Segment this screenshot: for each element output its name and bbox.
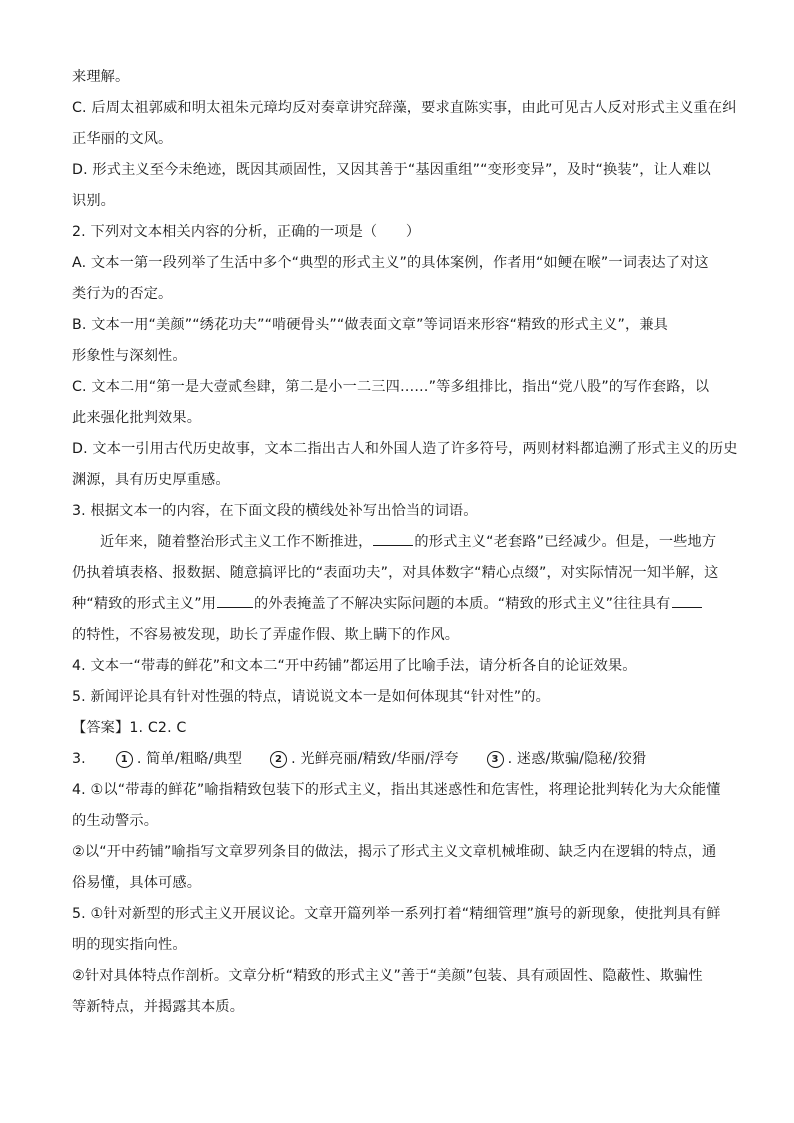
passage-text: 近年来，随着整治形式主义工作不断推进， [100, 534, 373, 550]
text-line: 形象性与深刻性。 [72, 348, 187, 364]
option-a-line: A. 文本一第一段列举了生活中多个“典型的形式主义”的具体案例，作者用“如鲠在喉”一词表达了对这 [72, 255, 709, 271]
passage-line: 的特性，不容易被发现，助长了弄虚作假、欺上瞒下的作风。 [72, 627, 460, 643]
text-line: 正华丽的文风。 [72, 131, 173, 147]
text-line: 识别。 [72, 193, 116, 209]
circled-number-3: 3 [487, 751, 504, 768]
answer-heading: 【答案】1. C2. C [72, 720, 187, 736]
option-b-line: B. 文本一用“美颜”“绣花功夫”“啃硬骨头”“做表面文章”等词语来形容“精致的形式主义”，兼具 [72, 317, 669, 333]
answer-4-line: ②以“开中药铺”喻指写文章罗列条目的做法，揭示了形式主义文章机械堆砌、缺乏内在逻辑的特点，通 [72, 844, 717, 860]
answer-3-line [72, 744, 724, 775]
text-line: 此来强化批判效果。 [72, 410, 202, 426]
text-line: 等新特点，并揭露其本质。 [72, 999, 245, 1015]
passage-line: 仍执着填表格、报数据、随意搞评比的“表面功夫”，对具体数字“精心点缀”，对实际情况一知半解，这 [72, 565, 719, 581]
text-line: 的生动警示。 [72, 813, 159, 829]
text-line: 俗易懂，具体可感。 [72, 875, 202, 891]
fill-blank-3 [672, 589, 702, 608]
option-c-line: C. 后周太祖郭威和明太祖朱元璋均反对奏章讲究辞藻，要求直陈实事，由此可见古人反对形式主义重在纠 [72, 100, 737, 116]
question-4: 4. 文本一“带毒的鲜花”和文本二“开中药铺”都运用了比喻手法，请分析各自的论证效果。 [72, 658, 637, 674]
answer-5-line: 5. ①针对新型的形式主义开展议论。文章开篇列举一系列打着“精细管理”旗号的新现象，使批判具有鲜 [72, 906, 721, 922]
answer-3-blank-2: . 光鲜亮丽/精致/华丽/浮夸 [291, 751, 459, 767]
option-d-line: D. 形式主义至今未绝迹，既因其顽固性，又因其善于“基因重组”“变形变异”，及时“换装”，让人难以 [72, 162, 711, 178]
option-d-line: D. 文本一引用古代历史故事，文本二指出古人和外国人造了许多符号，两则材料都追溯了形式主义的历史 [72, 441, 738, 457]
answer-number: 3. [72, 751, 86, 767]
answer-4-line: 4. ①以“带毒的鲜花”喻指精致包装下的形式主义，指出其迷惑性和危害性，将理论批判转化为大众能懂 [72, 782, 721, 798]
text-line: 来理解。 [72, 69, 130, 85]
answer-5-line: ②针对具体特点作剖析。文章分析“精致的形式主义”善于“美颜”包装、具有顽固性、隐蔽性、欺骗性 [72, 968, 703, 984]
passage-text: 种“精致的形式主义”用 [72, 596, 217, 612]
passage-text: 的形式主义“老套路”已经减少。但是，一些地方 [414, 534, 717, 550]
question-2: 2. 下列对文本相关内容的分析，正确的一项是（ ） [72, 224, 421, 240]
passage-line [72, 527, 724, 558]
option-c-line: C. 文本二用“第一是大壹贰叁肆，第二是小一二三四……”等多组排比，指出“党八股”的写作套路，以 [72, 379, 710, 395]
text-line: 类行为的否定。 [72, 286, 173, 302]
answer-3-blank-3: . 迷惑/欺骗/隐秘/狡猾 [507, 751, 647, 767]
passage-text: 的外表掩盖了不解决实际问题的本质。“精致的形式主义”往往具有 [254, 596, 671, 612]
passage-line [72, 589, 724, 620]
question-3: 3. 根据文本一的内容，在下面文段的横线处补写出恰当的词语。 [72, 503, 478, 519]
circled-number-1: 1 [116, 751, 133, 768]
document-page [72, 62, 738, 1023]
fill-blank-2 [217, 589, 253, 608]
question-5: 5. 新闻评论具有针对性强的特点，请说说文本一是如何体现其“针对性”的。 [72, 689, 550, 705]
circled-number-2: 2 [270, 751, 287, 768]
answer-3-blank-1: . 简单/粗略/典型 [136, 751, 243, 767]
fill-blank-1 [373, 527, 413, 546]
text-line: 渊源，具有历史厚重感。 [72, 472, 230, 488]
text-line: 明的现实指向性。 [72, 937, 187, 953]
